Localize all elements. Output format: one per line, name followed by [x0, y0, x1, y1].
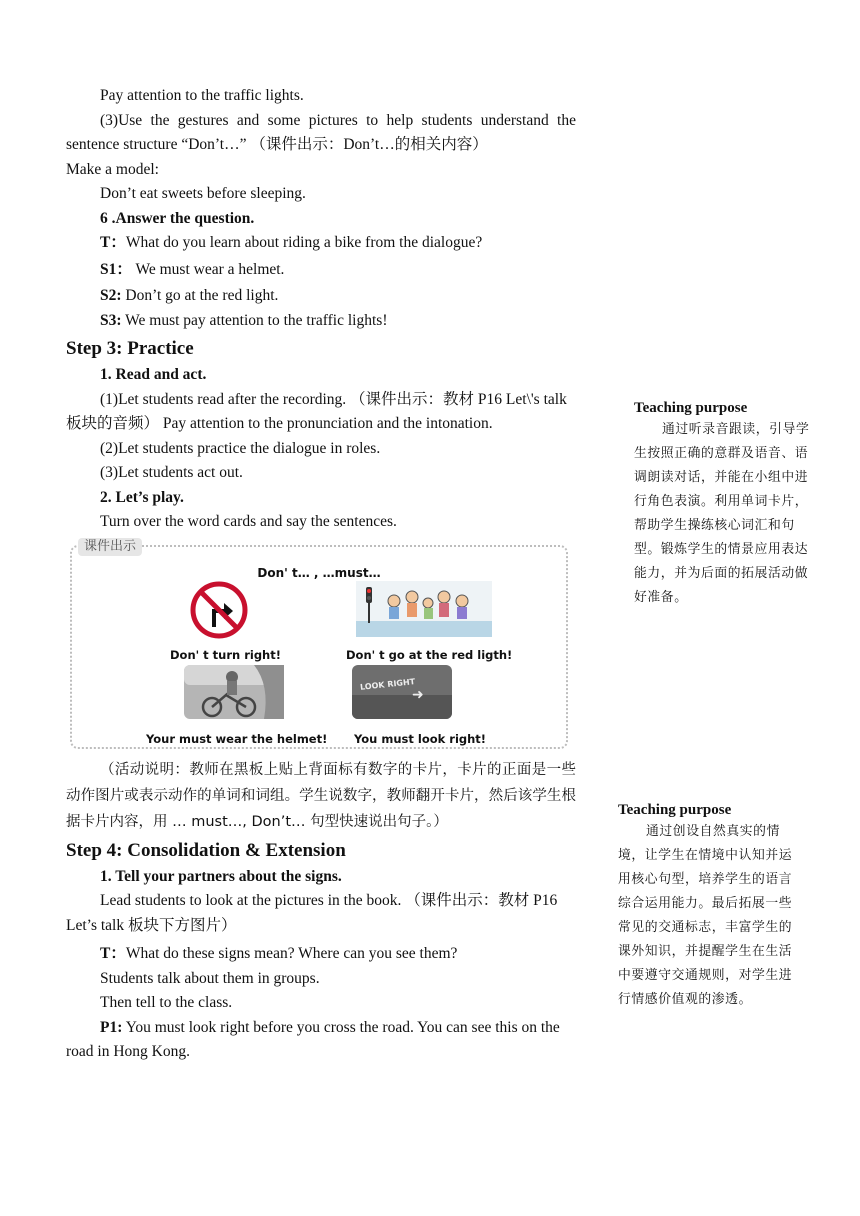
text-line: Don’t eat sweets before sleeping.	[100, 185, 306, 202]
caption-dont-turn-right: Don' t turn right!	[170, 647, 281, 662]
text-line: Make a model:	[66, 160, 159, 178]
teaching-purpose-note-1	[634, 398, 816, 610]
look-right-road-photo	[352, 665, 452, 719]
text-line: Then tell to the class.	[100, 994, 233, 1011]
subheading: 2. Let’s play.	[100, 488, 184, 506]
text-line: Turn over the word cards and say the sentences.	[100, 513, 397, 530]
subheading: 1. Read and act.	[100, 366, 207, 383]
dialogue-line	[66, 231, 576, 256]
dialogue-text: We must pay attention to the traffic lights!	[121, 311, 388, 329]
no-right-turn-sign-icon	[190, 581, 248, 639]
text-line: Pay attention to the traffic lights.	[100, 87, 304, 104]
subheading: 6 .Answer the question.	[100, 209, 255, 227]
courseware-picture-panel	[70, 538, 568, 749]
caption-look-right: You must look right!	[354, 731, 487, 746]
crossing-red-light-picture	[356, 581, 492, 637]
helmet-cyclist-photo	[184, 665, 284, 719]
dialogue-text: You must look right before you cross the road. You can see this on the road in Hong Kong.	[66, 1018, 560, 1060]
speaker-label: S3:	[100, 311, 122, 329]
text-line: (2)Let students practice the dialogue in roles.	[100, 439, 381, 457]
step4-heading: Step 4: Consolidation & Extension	[66, 839, 346, 861]
caption-dont-go-red-light: Don' t go at the red ligth!	[346, 647, 513, 662]
text-line: (3)Let students act out.	[100, 464, 243, 481]
teaching-purpose-note-2	[618, 800, 804, 1012]
dialogue-text: Don’t go at the red light.	[121, 287, 279, 304]
text-paragraph: (3)Use the gestures and some pictures to help students understand the sentence structure “Don’t…” （课件出示：Don’t…的相关内容）	[66, 111, 576, 153]
dialogue-line	[66, 309, 576, 334]
step3-heading: Step 3: Practice	[66, 338, 194, 359]
activity-note: （活动说明：教师在黑板上贴上背面标有数字的卡片，卡片的正面是一些动作图片或表示动作的单词和词组。学生说数字，教师翻开卡片，然后该学生根据卡片内容，用 … must…, Don’t… 句型快速说出句子。）	[66, 761, 576, 830]
text-line: Students talk about them in groups.	[100, 969, 320, 987]
dialogue-text: We must wear a helmet.	[131, 260, 285, 278]
lesson-main-column	[66, 84, 576, 1065]
side-title: Teaching purpose	[634, 400, 748, 416]
panel-heading: Don' t… , …must…	[257, 565, 381, 580]
text-paragraph: (1)Let students read after the recording. （课件出示：教材 P16 Let\'s talk 板块的音频） Pay attention to the pronunciation and the intonation.	[66, 390, 567, 432]
speaker-label: S1：	[100, 260, 132, 278]
dialogue-text: What do you learn about riding a bike from the dialogue?	[125, 234, 483, 251]
dialogue-line	[66, 942, 576, 967]
dialogue-line	[66, 258, 576, 283]
text-paragraph: Lead students to look at the pictures in the book. （课件出示：教材 P16 Let’s talk 板块下方图片）	[66, 892, 558, 934]
side-body: 通过创设自然真实的情境，让学生在情境中认知并运用核心句型，培养学生的语言综合运用能力。最后拓展一些常见的交通标志，丰富学生的课外知识，并提醒学生在生活中要遵守交通规则，对学生进行情感价值观的渗透。	[618, 824, 793, 1007]
dialogue-line	[66, 1016, 576, 1065]
side-body: 通过听录音跟读，引导学生按照正确的意群及语音、语调朗读对话，并能在小组中进行角色表演。利用单词卡片，帮助学生操练核心词汇和句型。锻炼学生的情景应用表达能力，并为后面的拓展活动做好准备。	[634, 422, 810, 605]
dialogue-line	[66, 284, 576, 309]
courseware-tag: 课件出示	[78, 538, 142, 556]
caption-wear-helmet: Your must wear the helmet!	[146, 731, 328, 746]
speaker-label: T：	[100, 234, 126, 251]
speaker-label: T：	[100, 945, 126, 962]
road-marking-text: LOOK RIGHT	[359, 676, 416, 692]
subheading: 1. Tell your partners about the signs.	[100, 867, 342, 885]
dialogue-text: What do these signs mean? Where can you see them?	[125, 945, 458, 962]
speaker-label: P1:	[100, 1018, 123, 1036]
side-title: Teaching purpose	[618, 802, 732, 818]
speaker-label: S2:	[100, 287, 122, 304]
arrow-right-icon: ➜	[412, 686, 424, 703]
